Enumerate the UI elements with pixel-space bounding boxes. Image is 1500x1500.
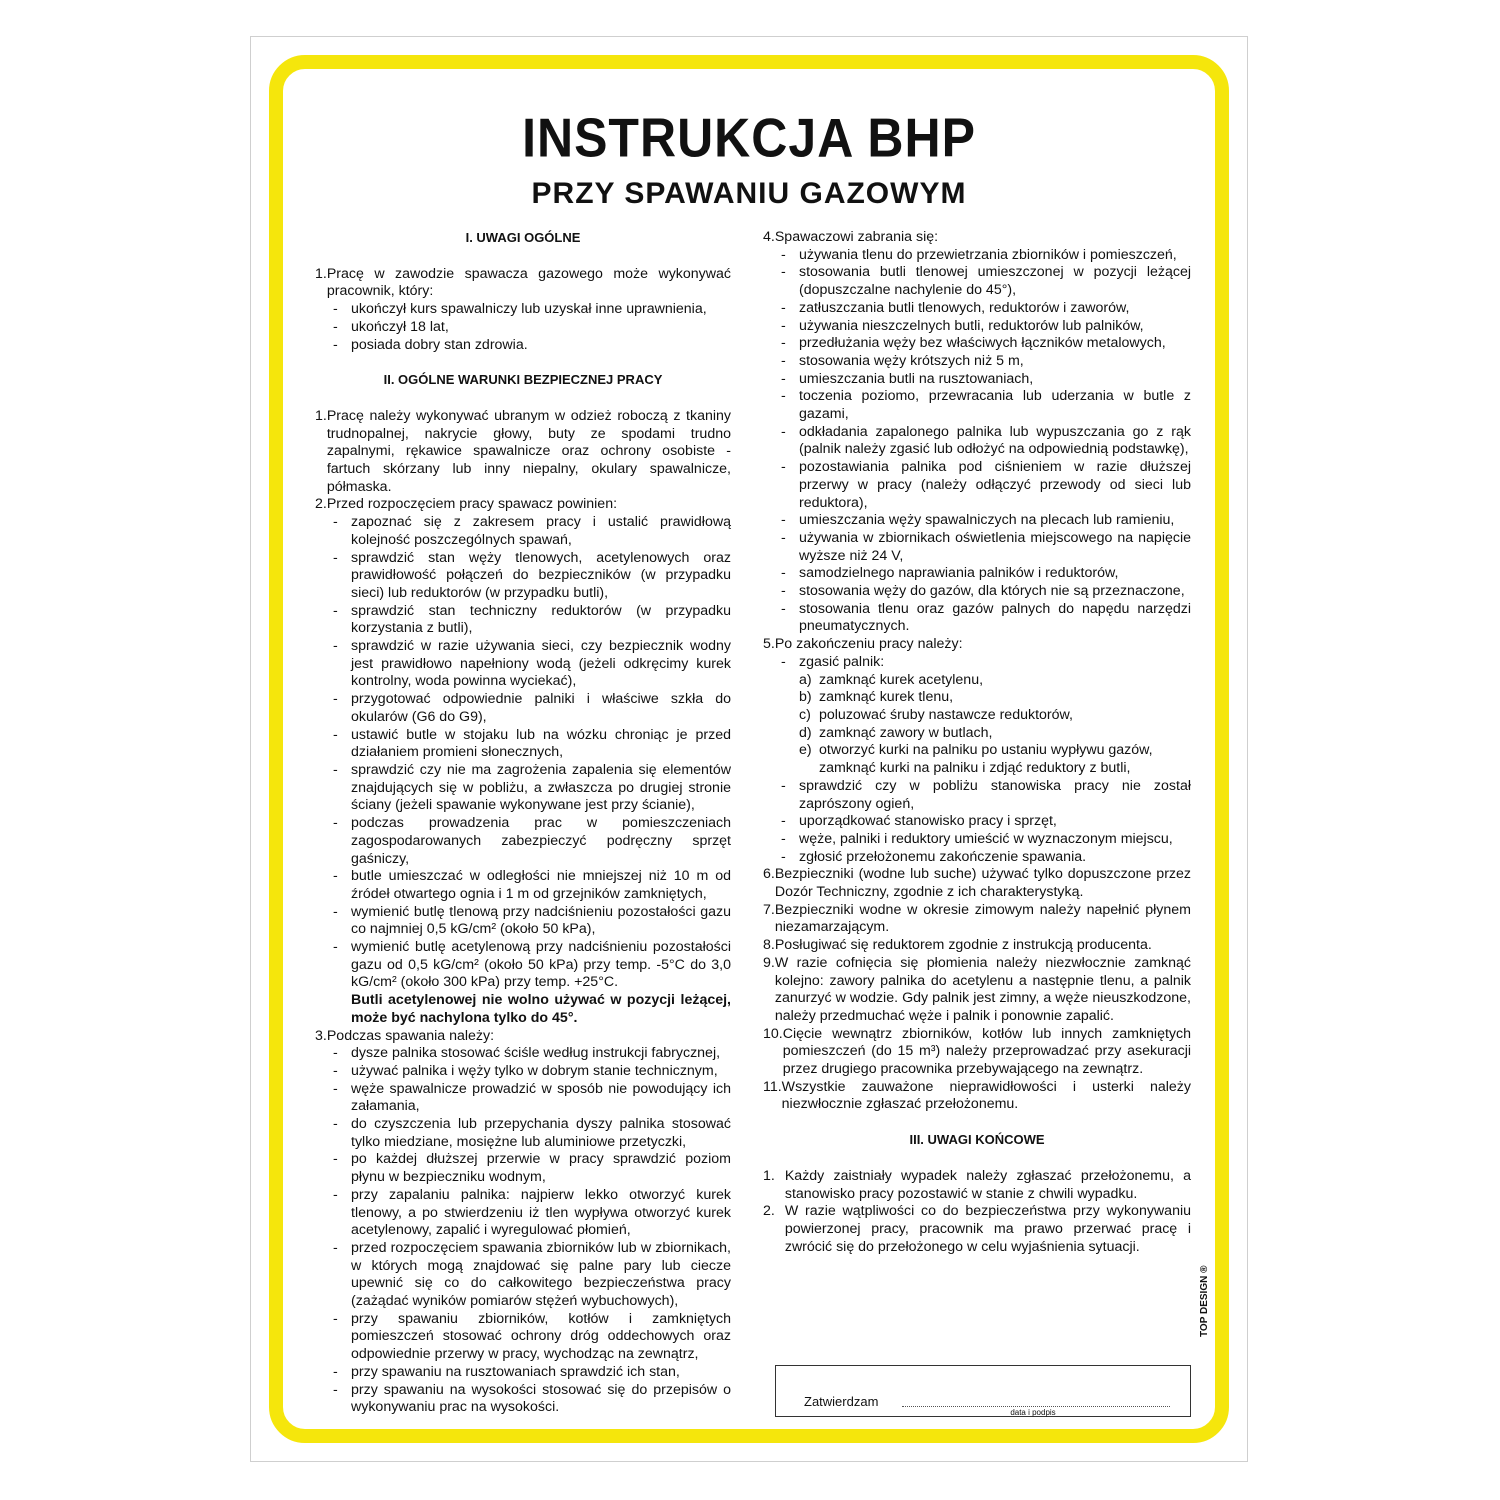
letter-item: c) poluzować śruby nastawcze reduktorów,	[799, 706, 1073, 723]
section-heading: II. OGÓLNE WARUNKI BEZPIECZNEJ PRACY	[383, 372, 663, 388]
dash-item: - sprawdzić czy nie ma zagrożenia zapalenia się elementów znajdujących się w pobliżu, a zwłaszcza po drugiej stronie ściany (jeżeli spawanie wykonywane jest przy ścianie),	[333, 761, 731, 814]
dash-item: - sprawdzić czy w pobliżu stanowiska pracy nie został zaprószony ogień,	[781, 777, 1191, 812]
letter-item: b) zamknąć kurek tlenu,	[799, 689, 954, 706]
letter-list	[763, 672, 1191, 778]
page-title: INSTRUKCJA BHP	[522, 107, 976, 169]
dash-item: - sprawdzić w razie używania sieci, czy bezpiecznik wodny jest prawidłowo napełniony wodą (jeżeli odkręcimy kurek kontrolny, woda powinna wyciekać),	[333, 638, 731, 690]
letter-item: a) zamknąć kurek acetylenu,	[799, 671, 984, 688]
dash-item: - zapoznać się z zakresem pracy i ustalić prawidłową kolejność poszczególnych spawań,	[333, 514, 731, 548]
dash-item: - przed rozpoczęciem spawania zbiorników lub w zbiornikach, w których mogą znajdować się palne pary lub ciecze upewnić się co do całkowitego bezpieczeństwa pracy (zażądać wyników pomiarów stężeń wybuchowych),	[333, 1239, 731, 1310]
dash-item: - stosowania węży do gazów, dla których nie są przeznaczone,	[781, 583, 1185, 600]
dash-item: - używania nieszczelnych butli, reduktorów lub palników,	[781, 317, 1144, 334]
dash-item: - ustawić butle w stojaku lub na wózku chroniąc je przed działaniem promieni słonecznych,	[333, 726, 731, 761]
dash-list	[315, 301, 731, 354]
dash-item: - ukończył kurs spawalniczy lub uzyskał inne uprawnienia,	[333, 301, 707, 318]
instruction-sheet	[250, 36, 1248, 1462]
list-item: 8. Posługiwać się reduktorem zgodnie z instrukcją producenta.	[763, 937, 1152, 954]
dash-item: - samodzielnego naprawiania palników i reduktorów,	[781, 565, 1119, 582]
left-column	[315, 229, 731, 1417]
dash-item: - pozostawiania palnika pod ciśnieniem w razie dłuższej przerwy w pracy (należy odłączyć przewody od sieci lub reduktora),	[781, 459, 1191, 511]
signature-caption: data i podpis	[1010, 1408, 1056, 1417]
list-item: 11. Wszystkie zauważone nieprawidłowości i usterki należy niezwłocznie zgłaszać przełożonemu.	[763, 1078, 1191, 1113]
list-item: 10. Cięcie wewnątrz zbiorników, kotłów lub innych zamkniętych pomieszczeń (do 15 m³) należy przeprowadzać przy asekuracji przez drugiego pracownika przebywającego na zewnątrz.	[763, 1025, 1191, 1078]
dash-item: - wymienić butlę tlenową przy nadciśnieniu pozostałości gazu co najmniej 0,5 kG/cm² (około 50 kPa),	[333, 903, 731, 938]
dash-item: - używania w zbiornikach oświetlenia miejscowego na napięcie wyższe niż 24 V,	[781, 529, 1191, 564]
dash-item: - do czyszczenia lub przepychania dyszy palnika stosować tylko miedziane, mosiężne lub aluminiowe przetyczki,	[333, 1116, 731, 1150]
dash-item: - posiada dobry stan zdrowia.	[333, 336, 528, 353]
list-item: 5. Po zakończeniu pracy należy:	[763, 636, 963, 653]
dash-list	[763, 778, 1191, 867]
dash-item: - umieszczania węży spawalniczych na plecach lub ramieniu,	[781, 512, 1175, 529]
dash-item: - sprawdzić stan techniczny reduktorów (w przypadku korzystania z butli),	[333, 602, 731, 637]
signature-line	[902, 1406, 1170, 1407]
list-item: 3. Podczas spawania należy:	[315, 1027, 495, 1044]
list-item: 2. W razie wątpliwości co do bezpieczeństwa przy wykonywaniu powierzonej pracy, pracownik ma prawo przerwać pracę i zwrócić się do przełożonego w celu wyjaśnienia sytuacji.	[763, 1203, 1191, 1255]
dash-item: - przygotować odpowiednie palniki i właściwe szkła do okularów (G6 do G9),	[333, 691, 731, 725]
dash-item: - przy spawaniu na wysokości stosować się do przepisów o wykonywaniu prac na wysokości.	[333, 1381, 731, 1416]
dash-item: - stosowania butli tlenowej umieszczonej w pozycji leżącej (dopuszczalne nachylenie do 45°),	[781, 264, 1191, 299]
dash-item: - toczenia poziomo, przewracania lub uderzania w butle z gazami,	[781, 388, 1191, 423]
dash-item: - używać palnika i węży tylko w dobrym stanie technicznym,	[333, 1062, 718, 1079]
list-item: 2. Przed rozpoczęciem pracy spawacz powinien:	[315, 496, 618, 513]
list-item: 1. Pracę należy wykonywać ubranym w odzież roboczą z tkaniny trudnopalnej, nakrycie głowy, buty ze spodami trudno zapalnymi, rękawice spawalnicze oraz ochrony osobiste - fartuch skórzany lub inny niepalny, okulary spawalnicze, półmaska.	[315, 407, 731, 495]
dash-item: - przy zapalaniu palnika: najpierw lekko otworzyć kurek tlenowy, a po stwierdzeniu iż tlen wypływa otworzyć kurek acetylenowy, zapalić i wyregulować płomień,	[333, 1186, 731, 1239]
page-subtitle: PRZY SPAWANIU GAZOWYM	[531, 177, 967, 210]
dash-list	[763, 247, 1191, 636]
bold-note: Butli acetylenowej nie wolno używać w pozycji leżącej, może być nachylona tylko do 45°.	[351, 992, 731, 1026]
list-item: 4. Spawaczowi zabrania się:	[763, 229, 939, 245]
dash-item: - butle umieszczać w odległości nie mniejszej niż 10 m od źródeł otwartego ognia i 1 m od grzejników zamkniętych,	[333, 868, 731, 902]
dash-item: - uporządkować stanowisko pracy i sprzęt,	[781, 813, 1057, 830]
dash-item: - stosowania węży krótszych niż 5 m,	[781, 352, 1024, 369]
dash-item: - zgasić palnik:	[781, 653, 885, 670]
right-column	[763, 229, 1191, 1256]
dash-item: - dysze palnika stosować ściśle według instrukcji fabrycznej,	[333, 1045, 721, 1062]
dash-item: - wymienić butlę acetylenową przy nadciśnieniu pozostałości gazu od 0,5 kG/cm² (około 50 kPa) przy temp. -5°C do 3,0 kG/cm² (około 300 kPa) przy temp. +25°C.	[333, 939, 731, 991]
dash-item: - odkładania zapalonego palnika lub wypuszczania go z rąk (palnik należy zgasić lub odłożyć na odpowiednią podstawkę),	[781, 423, 1191, 458]
dash-item: - sprawdzić stan węży tlenowych, acetylenowych oraz prawidłowość połączeń do bezpieczników (w przypadku sieci) lub reduktorów (w przypadku butli),	[333, 549, 731, 601]
letter-item: e) otworzyć kurki na palniku po ustaniu wypływu gazów, zamknąć kurki na palniku i zdjąć reduktory z butli,	[799, 742, 1153, 777]
dash-item: - przedłużania węży bez właściwych łączników metalowych,	[781, 335, 1166, 352]
signature-box[interactable]	[775, 1365, 1191, 1417]
section-heading: I. UWAGI OGÓLNE	[465, 230, 581, 245]
dash-item: - podczas prowadzenia prac w pomieszczeniach zagospodarowanych zabezpieczyć podręczny sprzęt gaśniczy,	[333, 815, 731, 867]
list-item: 1. Każdy zaistniały wypadek należy zgłaszać przełożonemu, a stanowisko pracy pozostawić w stanie z chwili wypadku.	[763, 1167, 1191, 1202]
dash-item: - po każdej dłuższej przerwie w pracy sprawdzić poziom płynu w bezpieczniku wodnym,	[333, 1151, 731, 1186]
letter-item: d) zamknąć zawory w butlach,	[799, 724, 993, 741]
list-item: 7. Bezpieczniki wodne w okresie zimowym należy napełnić płynem niezamarzającym.	[763, 901, 1191, 936]
list-item: 6. Bezpieczniki (wodne lub suche) używać tylko dopuszczone przez Dozór Techniczny, zgodnie z ich charakterystyką.	[763, 866, 1191, 901]
dash-list	[315, 514, 731, 992]
signature-label: Zatwierdzam	[804, 1394, 879, 1409]
dash-item: - ukończył 18 lat,	[333, 318, 449, 335]
brand-mark: TOP DESIGN ®	[1199, 1265, 1210, 1337]
dash-item: - przy spawaniu na rusztowaniach sprawdzić ich stan,	[333, 1363, 680, 1380]
dash-item: - zgłosić przełożonemu zakończenie spawania.	[781, 848, 1087, 865]
dash-item: - przy spawaniu zbiorników, kotłów i zamkniętych pomieszczeń stosować ochrony dróg oddechowych oraz odpowiednie przerwy w pracy, wychodząc na zewnątrz,	[333, 1310, 731, 1363]
list-item: 9. W razie cofnięcia się płomienia należy niezwłocznie zamknąć kolejno: zawory palnika do acetylenu a następnie tlenu, a palnik zanurzyć w wodzie. Gdy palnik jest zimny, a węże nieuszkodzone, należy przedmuchać węże i palnik i ponownie zapalić.	[763, 954, 1191, 1024]
list-item: 1. Pracę w zawodzie spawacza gazowego może wykonywać pracownik, który:	[315, 265, 731, 300]
dash-item: - węże, palniki i reduktory umieścić w wyznaczonym miejscu,	[781, 830, 1173, 847]
dash-item: - umieszczania butli na rusztowaniach,	[781, 370, 1034, 387]
dash-item: - węże spawalnicze prowadzić w sposób nie powodujący ich załamania,	[333, 1080, 731, 1115]
dash-item: - stosowania tlenu oraz gazów palnych do napędu narzędzi pneumatycznych.	[781, 600, 1191, 635]
dash-item: - zatłuszczania butli tlenowych, reduktorów i zaworów,	[781, 299, 1130, 316]
dash-item: - używania tlenu do przewietrzania zbiorników i pomieszczeń,	[781, 246, 1177, 263]
section-heading: III. UWAGI KOŃCOWE	[909, 1132, 1045, 1148]
dash-list	[315, 1045, 731, 1417]
